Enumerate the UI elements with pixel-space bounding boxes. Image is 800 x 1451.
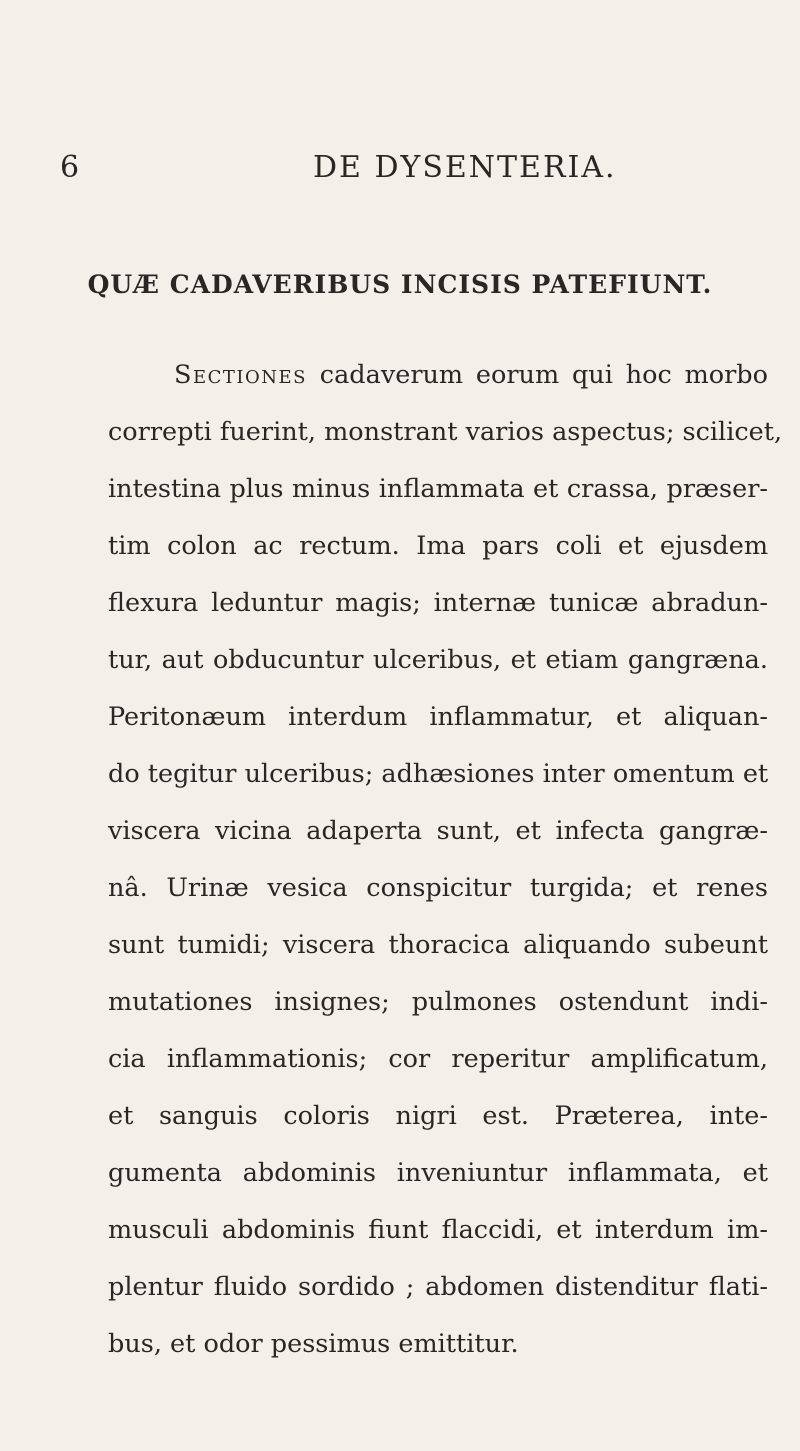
paragraph-line: gumenta abdominis inveniuntur inflammata, et <box>108 1158 768 1188</box>
running-title: DE DYSENTERIA. <box>313 150 617 185</box>
paragraph-line: correpti fuerint, monstrant varios aspectus; scilicet, <box>108 417 783 447</box>
paragraph-line: viscera vicina adaperta sunt, et infecta gangræ- <box>108 816 768 846</box>
body-paragraph <box>108 347 783 1373</box>
paragraph-line: cia inflammationis; cor reperitur amplificatum, <box>108 1044 768 1074</box>
paragraph-line: tim colon ac rectum. Ima pars coli et ejusdem <box>108 531 768 561</box>
paragraph-line: musculi abdominis fiunt flaccidi, et interdum im- <box>108 1215 768 1245</box>
lead-word: Sectiones <box>174 360 307 390</box>
paragraph-line: plentur fluido sordido ; abdomen distenditur flati- <box>108 1272 768 1302</box>
section-heading: QUÆ CADAVERIBUS INCISIS PATEFIUNT. <box>87 270 713 299</box>
paragraph-line: nâ. Urinæ vesica conspicitur turgida; et renes <box>108 873 768 903</box>
paragraph-line: do tegitur ulceribus; adhæsiones inter omentum et <box>108 759 769 789</box>
first-line-rest: cadaverum eorum qui hoc morbo <box>306 360 768 390</box>
paragraph-line: intestina plus minus inflammata et crassa, præser- <box>108 474 768 504</box>
paragraph-line: et sanguis coloris nigri est. Præterea, inte- <box>108 1101 768 1131</box>
paragraph-line: bus, et odor pessimus emittitur. <box>108 1329 519 1359</box>
paragraph-line: mutationes insignes; pulmones ostendunt indi- <box>108 987 768 1017</box>
page-number: 6 <box>60 150 81 185</box>
paragraph-line: sunt tumidi; viscera thoracica aliquando subeunt <box>108 930 768 960</box>
paragraph-line: Peritonæum interdum inflammatur, et aliquan- <box>108 702 768 732</box>
paragraph-line: tur, aut obducuntur ulceribus, et etiam gangræna. <box>108 645 768 675</box>
paragraph-line: flexura leduntur magis; internæ tunicæ abradun- <box>108 588 768 618</box>
running-head <box>60 150 760 190</box>
paragraph-line <box>108 347 768 404</box>
